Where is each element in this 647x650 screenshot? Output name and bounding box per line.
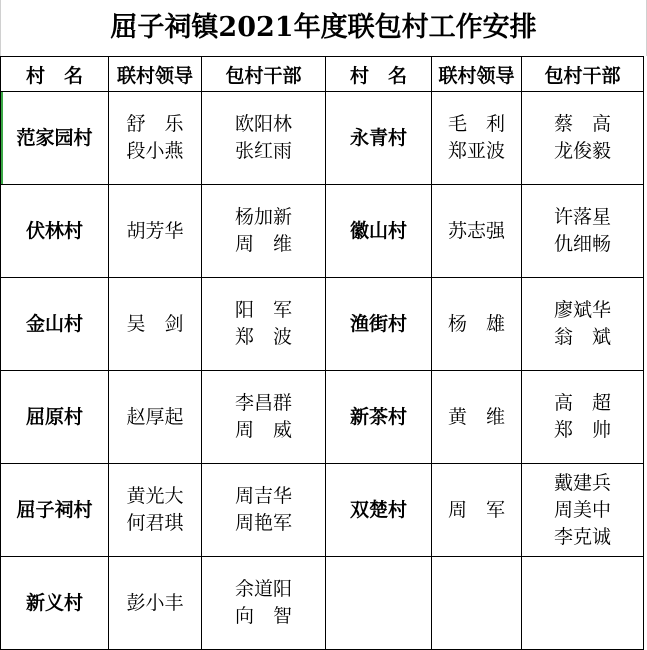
- leader-cell: [432, 92, 522, 185]
- leader-cell: [109, 464, 202, 557]
- table-body: [1, 92, 644, 650]
- cadre-cell: [522, 464, 644, 557]
- cadre-cell: [202, 557, 326, 650]
- header-cadre: 包村干部: [202, 57, 326, 92]
- cadre-name: 仇细畅: [553, 233, 611, 255]
- cadre-cell: [522, 185, 644, 278]
- cadre-name: 龙俊毅: [553, 140, 611, 162]
- cadre-name: 张红雨: [234, 140, 292, 162]
- leader-cell: [109, 278, 202, 371]
- village-name-cell: 双楚村: [326, 464, 432, 557]
- table-row: [1, 278, 644, 371]
- cadre-cell: [202, 371, 326, 464]
- leader-name: 黄光大: [126, 485, 184, 507]
- leader-name: 何君琪: [126, 512, 184, 534]
- village-name-cell: 徽山村: [326, 185, 432, 278]
- village-name-cell: 新茶村: [326, 371, 432, 464]
- leader-name: 赵厚起: [126, 405, 184, 428]
- leader-cell: [432, 557, 522, 650]
- leader-name: 苏志强: [447, 219, 505, 242]
- cadre-name: 蔡 高: [553, 113, 611, 135]
- cadre-name: 周 威: [234, 419, 292, 441]
- leader-cell: [432, 278, 522, 371]
- leader-cell: [109, 185, 202, 278]
- header-cadre: 包村干部: [522, 57, 644, 92]
- leader-name: 周 军: [447, 498, 505, 521]
- document-title: 屈子祠镇2021年度联包村工作安排: [110, 12, 537, 43]
- village-name-cell: 新义村: [1, 557, 109, 650]
- cadre-cell: [522, 278, 644, 371]
- village-name-cell: 金山村: [1, 278, 109, 371]
- header-village: 村 名: [1, 57, 109, 92]
- cadre-cell: [202, 464, 326, 557]
- cadre-name: 周吉华: [234, 485, 292, 507]
- leader-name: 杨 雄: [447, 312, 505, 335]
- header-leader: 联村领导: [432, 57, 522, 92]
- cadre-name: 李昌群: [234, 392, 292, 414]
- cadre-name: 余道阳: [234, 578, 292, 600]
- cadre-cell: [522, 557, 644, 650]
- cadre-name: 廖斌华: [553, 299, 611, 321]
- village-name-cell: [326, 557, 432, 650]
- cadre-name: 向 智: [234, 605, 292, 627]
- leader-cell: [432, 371, 522, 464]
- cadre-cell: [522, 371, 644, 464]
- leader-cell: [432, 464, 522, 557]
- cadre-cell: [522, 92, 644, 185]
- cadre-cell: [202, 92, 326, 185]
- cadre-cell: [202, 185, 326, 278]
- village-name-cell: 伏林村: [1, 185, 109, 278]
- header-row: [1, 57, 644, 92]
- cadre-name: 欧阳林: [234, 113, 292, 135]
- leader-name: 毛 利: [447, 113, 505, 135]
- cadre-name: 许落星: [553, 206, 611, 228]
- leader-name: 胡芳华: [126, 219, 184, 242]
- table-row: [1, 185, 644, 278]
- leader-cell: [432, 185, 522, 278]
- leader-name: 吴 剑: [126, 312, 184, 335]
- cadre-name: 高 超: [553, 392, 611, 414]
- leader-name: 段小燕: [126, 140, 184, 162]
- cadre-name: 阳 军: [234, 299, 292, 321]
- cadre-cell: [202, 278, 326, 371]
- table-row: [1, 371, 644, 464]
- cadre-name: 周美中: [553, 498, 611, 521]
- village-name-cell: 屈子祠村: [1, 464, 109, 557]
- cadre-name: 郑 波: [234, 326, 292, 348]
- leader-cell: [109, 371, 202, 464]
- table-row: [1, 464, 644, 557]
- leader-name: 舒 乐: [126, 113, 184, 135]
- header-leader: 联村领导: [109, 57, 202, 92]
- cadre-name: 李克诚: [553, 525, 611, 548]
- header-village: 村 名: [326, 57, 432, 92]
- village-name-cell: 屈原村: [1, 371, 109, 464]
- village-name-cell: 永青村: [326, 92, 432, 185]
- cadre-name: 周 维: [234, 233, 292, 255]
- village-name-cell: 范家园村: [1, 92, 109, 185]
- table-row: [1, 557, 644, 650]
- table-row: [1, 92, 644, 185]
- leader-cell: [109, 557, 202, 650]
- leader-name: 郑亚波: [447, 140, 505, 162]
- cadre-name: 翁 斌: [553, 326, 611, 348]
- cadre-name: 戴建兵: [553, 471, 611, 494]
- cadre-name: 杨加新: [234, 206, 292, 228]
- cadre-name: 郑 帅: [553, 419, 611, 441]
- cadre-name: 周艳军: [234, 512, 292, 534]
- leader-cell: [109, 92, 202, 185]
- leader-name: 彭小丰: [126, 591, 184, 614]
- leader-name: 黄 维: [447, 405, 505, 428]
- assignment-table: [0, 56, 644, 650]
- village-name-cell: 渔街村: [326, 278, 432, 371]
